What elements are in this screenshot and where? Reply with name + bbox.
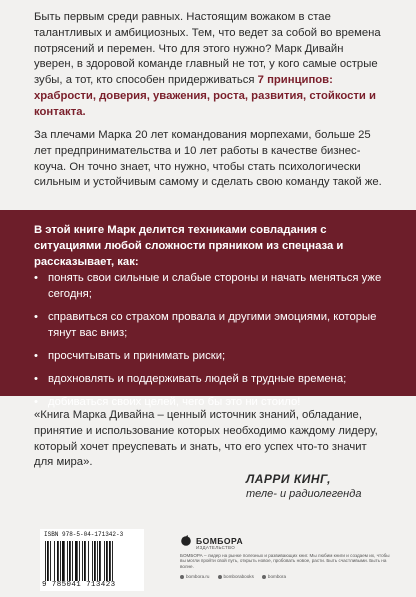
publisher-name: БОМБОРА xyxy=(196,535,244,546)
list-item: • добиваться своих целей, чего бы это ни стоило! xyxy=(34,394,386,410)
social-label: bombora.ru xyxy=(186,574,210,580)
principles-highlight: 7 принципов: храбрости, доверия, уважения, роста, развития, стойкости и контакта. xyxy=(34,74,376,118)
barcode-image xyxy=(44,541,140,581)
publisher-block xyxy=(180,535,390,579)
isbn-text: ISBN 978-5-04-171342-3 xyxy=(44,531,124,538)
social-telegram[interactable] xyxy=(262,574,286,579)
social-vk[interactable] xyxy=(218,574,254,579)
intro-paragraph xyxy=(34,10,384,121)
social-links xyxy=(180,574,390,579)
social-label: bombora xyxy=(267,574,287,580)
publisher-info: БОМБОРА – лидер на рынке полезных и развивающих книг. Мы любим книги и создаем их, чтобы вы могли пройти свой путь, открыть новое, пробовать новое, расти. Быть счастливыми. Быть на волне. xyxy=(180,553,390,569)
author-name: ЛАРРИ КИНГ, xyxy=(246,472,331,486)
benefits-list xyxy=(34,270,386,417)
list-item: • понять свои сильные и слабые стороны и начать меняться уже сегодня; xyxy=(34,270,386,302)
telegram-icon xyxy=(262,575,266,579)
author-background-paragraph: За плечами Марка 20 лет командования морпехами, больше 25 лет предпринимательства и 10 лет работы в качестве бизнес-коуча. Он точно знает, что нужно, чтобы стать психологически сильным и устойчивым самому и сделать свою команду такой же. xyxy=(34,129,382,189)
vk-icon xyxy=(218,575,222,579)
barcode-block xyxy=(40,529,144,591)
endorsement-quote: «Книга Марка Дивайна – ценный источник знаний, обладание, принятие и использование которых необходимо каждому лидеру, который хочет преуспевать и знать, что его успех что-то значит для мира». xyxy=(34,409,378,469)
intro-text: Быть первым среди равных. Настоящим вожаком в стае талантливых и амбициозных. Тем, что ведет за собой во времена потрясений и перемен. Что для этого нужно? Марк Дивайн уверен, в здоровой команде главный не тот, у кого самые острые зубы, а тот, кто способен придерживаться xyxy=(34,11,381,87)
highlight-band xyxy=(0,210,416,408)
band-lead-text: В этой книге Марк делится техниками совладания с ситуациями любой сложности пряником из спецназа и рассказывает, как: xyxy=(34,224,344,268)
author-description: теле- и радиолегенда xyxy=(246,488,362,500)
publisher-subtitle: ИЗДАТЕЛЬСТВО xyxy=(196,545,236,550)
social-label: bomborabooks xyxy=(223,574,254,580)
list-item: • вдохновлять и поддерживать людей в трудные времена; xyxy=(34,371,386,387)
barcode-digits: 9 785041 713423 xyxy=(42,581,116,589)
social-website[interactable] xyxy=(180,574,210,579)
globe-icon xyxy=(180,575,184,579)
bombora-logo-icon xyxy=(180,535,192,546)
quote-attribution xyxy=(246,472,376,500)
list-item: • справиться со страхом провала и другими эмоциями, которые тянут вас вниз; xyxy=(34,309,386,341)
list-item: • просчитывать и принимать риски; xyxy=(34,348,386,364)
